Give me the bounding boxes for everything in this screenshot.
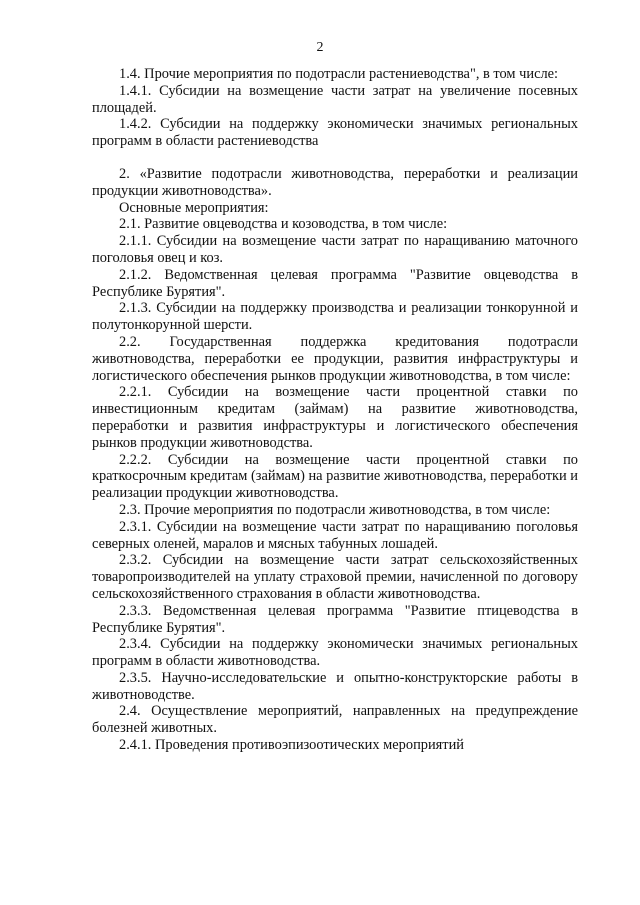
paragraph-2-2: 2.2. Государственная поддержка кредитования подотрасли животноводства, переработки ее продукции, развития инфраструктуры и логистического обеспечения рынков продукции животноводства, в том числе: [92, 333, 578, 384]
paragraph-2-1: 2.1. Развитие овцеводства и козоводства, в том числе: [119, 216, 448, 233]
paragraph-1-4: 1.4. Прочие мероприятия по подотрасли растениеводства", в том числе: [119, 66, 559, 82]
page-number: 2 [316, 40, 324, 55]
paragraph-2-3: 2.3. Прочие мероприятия по подотрасли животноводства, в том числе: [119, 501, 551, 518]
paragraph-2-1-2: 2.1.2. Ведомственная целевая программа "Развитие овцеводства в Республике Бурятия". [92, 266, 578, 300]
paragraph-2-3-1: 2.3.1. Субсидии на возмещение части затрат по наращиванию поголовья северных оленей, маралов и мясных табунных лошадей. [92, 518, 578, 552]
paragraph-1-4-1: 1.4.1. Субсидии на возмещение части затрат на увеличение посевных площадей. [92, 82, 578, 116]
document-body [92, 66, 578, 754]
paragraph-2-1-3: 2.1.3. Субсидии на поддержку производства и реализации тонкорунной и полутонкорунной шерсти. [92, 300, 578, 334]
paragraph-2-4: 2.4. Осуществление мероприятий, направленных на предупреждение болезней животных. [92, 703, 578, 737]
section-heading-2: 2. «Развитие подотрасли животноводства, переработки и реализации продукции животноводства». [92, 165, 578, 199]
paragraph-main-activities: Основные мероприятия: [119, 199, 269, 216]
paragraph-2-2-1: 2.2.1. Субсидии на возмещение части процентной ставки по инвестиционным кредитам (займам) на развитие животноводства, переработки и развития инфраструктуры и логистического обеспечения рынков продукции животноводства. [92, 384, 578, 451]
paragraph-2-3-5: 2.3.5. Научно-исследовательские и опытно-конструкторские работы в животноводстве. [92, 669, 578, 703]
paragraph-2-1-1: 2.1.1. Субсидии на возмещение части затрат по наращиванию маточного поголовья овец и коз. [92, 233, 578, 266]
paragraph-1-4-2: 1.4.2. Субсидии на поддержку экономически значимых региональных программ в области растениеводства [92, 116, 578, 150]
paragraph-2-4-1: 2.4.1. Проведения противоэпизоотических мероприятий [119, 737, 464, 754]
paragraph-2-3-2: 2.3.2. Субсидии на возмещение части затрат сельскохозяйственных товаропроизводителей на уплату страховой премии, начисленной по договору сельскохозяйственного страхования в области животноводства. [92, 552, 578, 602]
paragraph-2-3-4: 2.3.4. Субсидии на поддержку экономически значимых региональных программ в области животноводства. [92, 636, 578, 670]
paragraph-2-3-3: 2.3.3. Ведомственная целевая программа "Развитие птицеводства в Республике Бурятия". [92, 602, 578, 636]
paragraph-2-2-2: 2.2.2. Субсидии на возмещение части процентной ставки по краткосрочным кредитам (займам) на развитие животноводства, переработки и реализации продукции животноводства. [92, 451, 578, 502]
